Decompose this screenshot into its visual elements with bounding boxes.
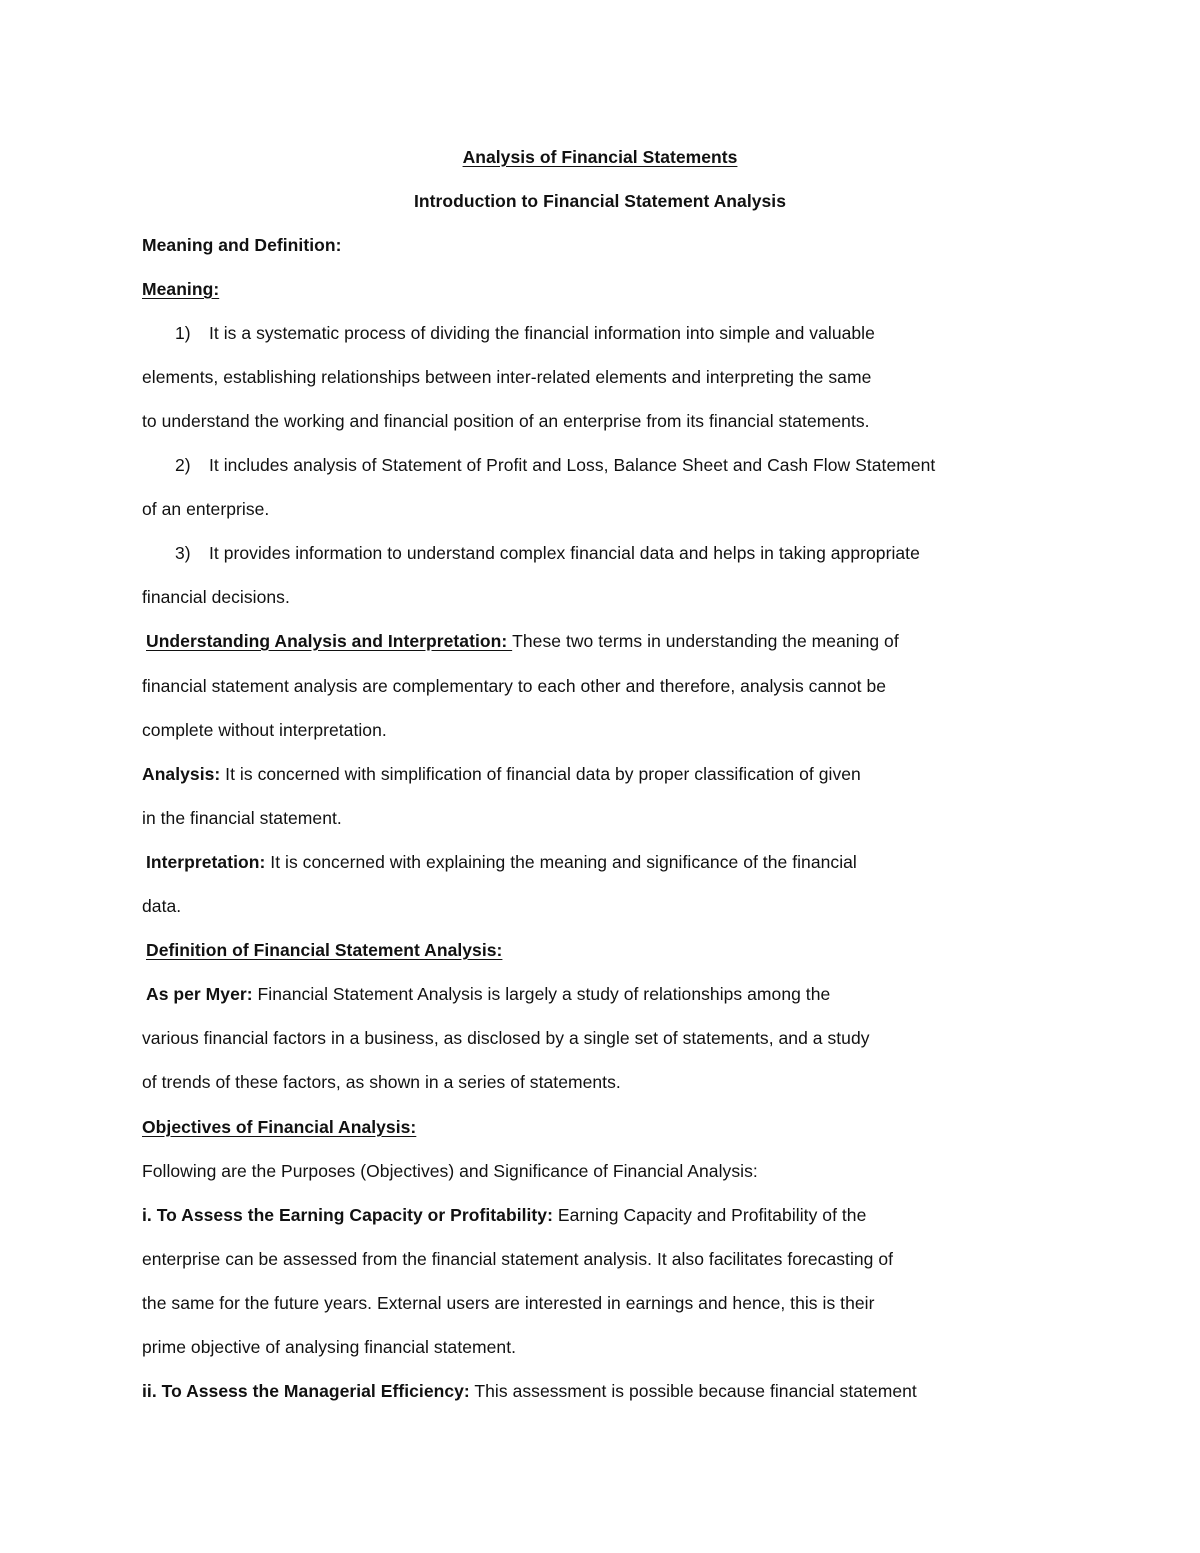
definition-heading: Definition of Financial Statement Analysis: [146,940,503,960]
document-subtitle: Introduction to Financial Statement Analysis [413,191,786,211]
understanding-label: Understanding Analysis and Interpretation: [146,631,513,651]
paragraph-line: data. [142,896,182,916]
meaning-point-2 [142,454,935,476]
analysis-label: Analysis: [142,764,221,784]
myer-label: As per Myer: [146,984,253,1004]
paragraph-text: It is concerned with simplification of financial data by proper classification of given [220,764,861,784]
point-text: It is a systematic process of dividing the financial information into simple and valuable [209,323,875,343]
document-title: Analysis of Financial Statements [462,147,738,167]
paragraph-line: to understand the working and financial position of an enterprise from its financial statements. [142,411,870,431]
point-number: 3) [175,543,191,563]
paragraph-line: financial statement analysis are complementary to each other and therefore, analysis cannot be [142,676,887,696]
objective-i-label: i. To Assess the Earning Capacity or Profitability: [142,1205,553,1225]
objective-i [142,1204,866,1226]
objective-ii-label: ii. To Assess the Managerial Efficiency: [142,1381,470,1401]
analysis-paragraph [142,763,861,785]
paragraph-line: financial decisions. [142,587,290,607]
paragraph-text: These two terms in understanding the meaning of [512,631,899,651]
objective-ii [142,1380,917,1402]
paragraph-line: complete without interpretation. [142,720,387,740]
meaning-heading: Meaning: [142,279,220,299]
interpretation-label: Interpretation: [146,852,266,872]
paragraph-text: It is concerned with explaining the meaning and significance of the financial [265,852,857,872]
paragraph-line: the same for the future years. External users are interested in earnings and hence, this is their [142,1293,875,1313]
paragraph-line: enterprise can be assessed from the financial statement analysis. It also facilitates forecasting of [142,1249,894,1269]
point-text: It includes analysis of Statement of Profit and Loss, Balance Sheet and Cash Flow Statement [209,455,936,475]
point-number: 1) [175,323,191,343]
paragraph-text: This assessment is possible because financial statement [469,1381,917,1401]
paragraph-line: elements, establishing relationships between inter-related elements and interpreting the same [142,367,872,387]
meaning-point-1 [142,322,875,344]
paragraph-line: of an enterprise. [142,499,270,519]
objectives-heading: Objectives of Financial Analysis: [142,1117,417,1137]
point-number: 2) [175,455,191,475]
understanding-paragraph [146,630,899,652]
paragraph-line: in the financial statement. [142,808,342,828]
paragraph-line: various financial factors in a business, as disclosed by a single set of statements, and a study [142,1028,870,1048]
meaning-point-3 [142,542,920,564]
paragraph-line: of trends of these factors, as shown in a series of statements. [142,1072,621,1092]
point-text: It provides information to understand complex financial data and helps in taking appropriate [209,543,920,563]
meaning-definition-heading: Meaning and Definition: [142,235,342,255]
paragraph-line: prime objective of analysing financial statement. [142,1337,517,1357]
paragraph-text: Earning Capacity and Profitability of the [552,1205,867,1225]
paragraph-text: Financial Statement Analysis is largely a study of relationships among the [252,984,831,1004]
interpretation-paragraph [146,851,857,873]
objectives-intro: Following are the Purposes (Objectives) and Significance of Financial Analysis: [142,1161,758,1181]
myer-paragraph [146,983,830,1005]
